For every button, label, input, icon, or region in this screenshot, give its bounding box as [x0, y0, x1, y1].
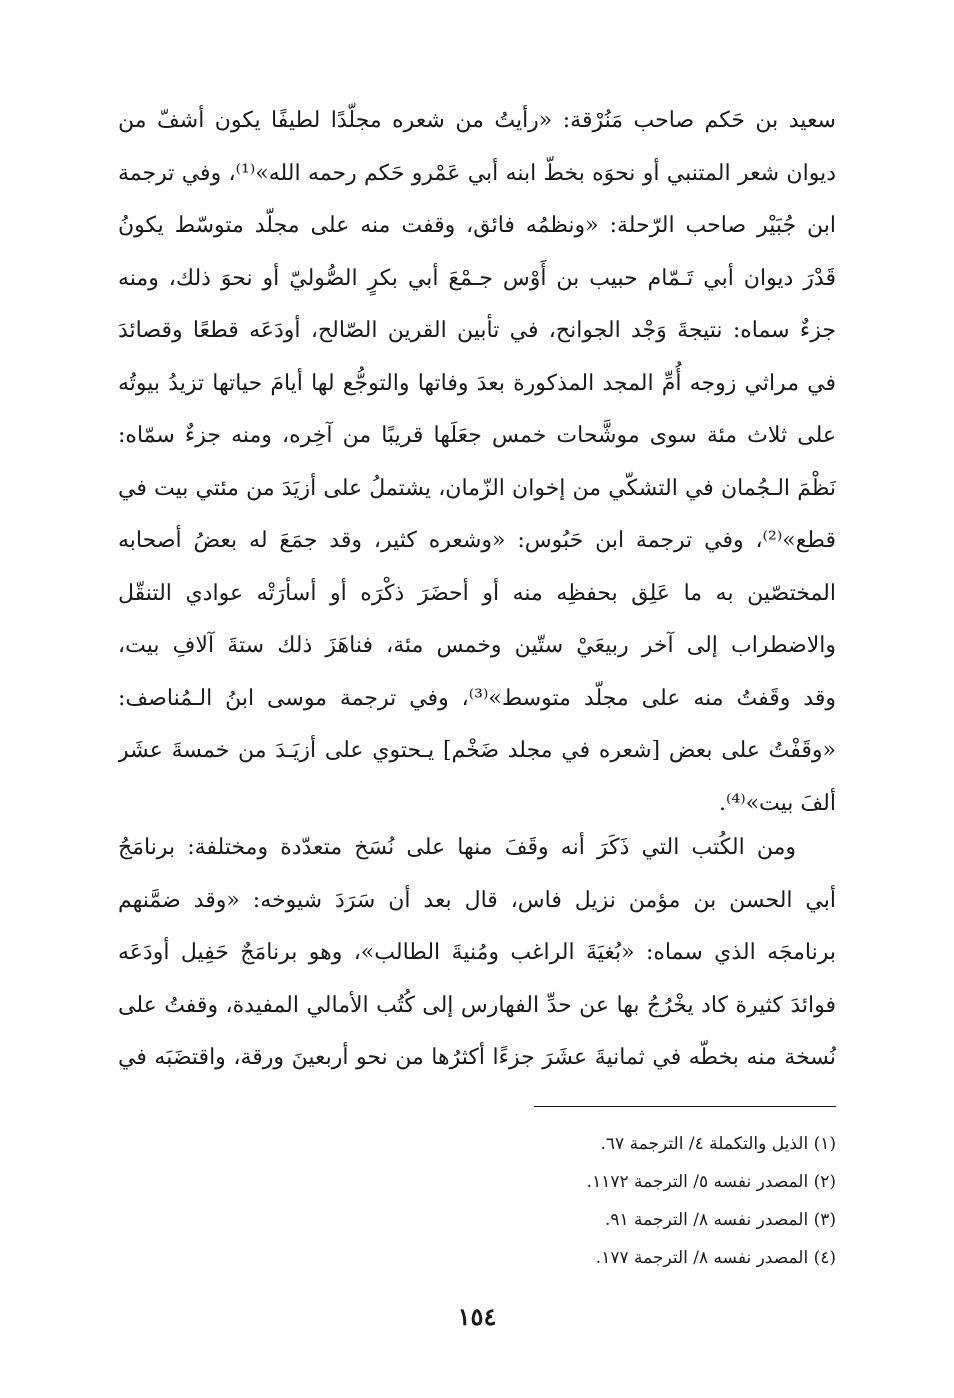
text-line: ومن الكُتب التي ذَكَرَ أنه وقَفَ منها على نُسَخ متعدّدة ومختلفة: برنامَجُ	[118, 835, 796, 860]
text-line: والاضطراب إلى آخر ربيعَيْ ستّين وخمس مئة، فناهَزَ ذلك ستةَ آلافِ بيت،	[118, 633, 836, 658]
text-line: نُسخة منه بخطّه في ثمانيةَ عشَرَ جزءًا أكثرُها من نحو أربعينَ ورقة، واقتضَبَه في	[118, 1045, 836, 1070]
text-line: قطع»⁽²⁾، وفي ترجمة ابن حَبُوس: «وشعره كثير، وقد جمَعَ له بعضُ أصحابه	[118, 528, 836, 553]
text-line: في مراثي زوجه أُمِّ المجد المذكورة بعدَ وفاتها والتوجُّع لها أيامَ حياتها تزيدُ بيوتُه	[118, 370, 836, 396]
text-line: سعيد بن حَكم صاحب مَنُرْقة: «رأيتُ من شعره مجلّدًا لطيفًا يكون أشفّ من	[118, 108, 836, 133]
footnote: (٣) المصدر نفسه ٨/ الترجمة ٩١.	[604, 1210, 836, 1230]
text-line: على ثلاث مئة سوى موشَّحات خمس جعَلَها قريبًا من آخِره، ومنه جزءٌ سمّاه:	[118, 423, 836, 448]
text-line: المختصّين به ما عَلِق بحفظِه منه أو أحضَرَ ذكْرَه أو أسأرَتْه عوادي التنقّل	[118, 580, 836, 606]
text-line: فوائدَ كثيرة كاد يخْرُجُ بها عن حدِّ الفهارس إلى كُتُب الأمالي المفيدة، وقفتُ على	[118, 992, 836, 1018]
text-line: جزءٌ سماه: نتيجةَ وَجْد الجوانح، في تأبين القرين الصّالح، أودَعَه قطعًا وقصائدَ	[118, 318, 836, 343]
text-line: أبي الحسن بن مؤمن نزيل فاس، قال بعد أن سَرَدَ شيوخه: «وقد ضمَّنهم	[118, 887, 836, 913]
text-line: قَدْرَ ديوان أبي تَـمّام حبيب بن أَوْس جـمْعَ أبي بكرٍ الصُّوليّ أو نحوَ ذلك، ومنه	[118, 265, 836, 291]
page-number: ١٥٤	[457, 1302, 497, 1331]
footnote-separator	[534, 1106, 836, 1107]
text-line: برنامجَه الذي سماه: «بُغيَةَ الراغب ومُنيةَ الطالب»، وهو برنامَجٌ حَفِيل أودَعَه	[118, 940, 836, 965]
footnote: (٤) المصدر نفسه ٨/ الترجمة ١٧٧.	[595, 1248, 836, 1268]
text-line: وقد وقَفتُ منه على مجلّد متوسط»⁽³⁾، وفي ترجمة موسى ابنُ الـمُناصف:	[118, 685, 836, 711]
footnote: (١) الذيل والتكملة ٤/ الترجمة ٦٧.	[600, 1134, 836, 1154]
text-line: ابن جُبَيْر صاحب الرّحلة: «ونظمُه فائق، وقفت منه على مجلّد متوسّط يكونُ	[118, 213, 836, 238]
footnote: (٢) المصدر نفسه ٥/ الترجمة ١١٧٢.	[586, 1172, 836, 1192]
text-line: ديوان شعر المتنبي أو نحوَه بخطّ ابنه أبي عَمْرو حَكم رحمه الله»⁽¹⁾، وفي ترجمة	[118, 160, 836, 186]
text-line: نَظْمَ الـجُمان في التشكّي من إخوان الزّمان، يشتملُ على أزيَدَ من مئتي بيت في	[118, 475, 836, 501]
paragraph-1	[118, 95, 836, 830]
paragraph-2	[118, 822, 836, 1085]
text-line: «وقَفْتُ على بعض [شعره في مجلد ضَخْم] يـحتوي على أزيَـدَ من خمسةَ عشَر	[118, 738, 836, 763]
footnotes	[118, 1125, 836, 1277]
text-line: ألفَ بيت»⁽⁴⁾.	[718, 790, 836, 816]
